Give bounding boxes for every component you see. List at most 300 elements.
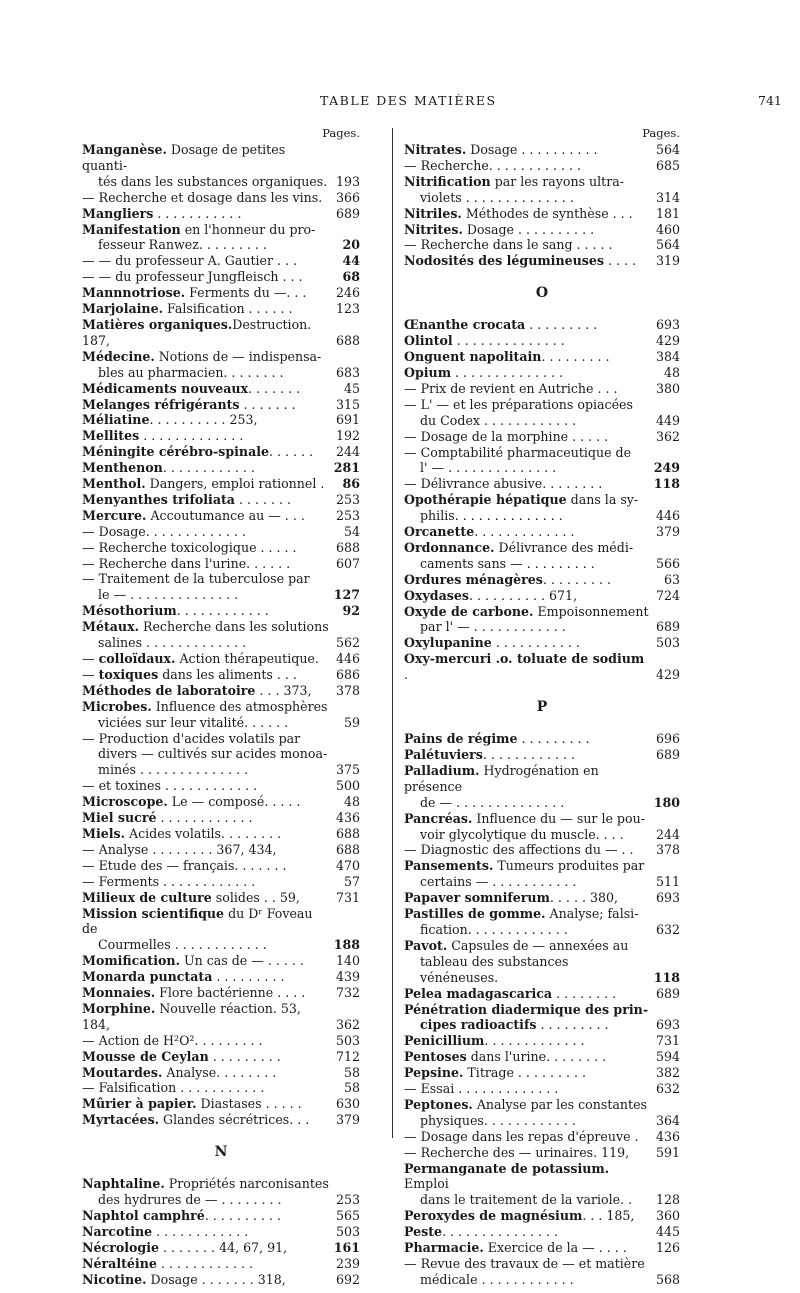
- entry-heading: Oxydases: [404, 587, 469, 603]
- entry-text: [82, 1272, 332, 1288]
- entry-description: . . . 185,: [582, 1208, 635, 1224]
- entry-text: [82, 1208, 332, 1224]
- entry-heading: Menyanthes trifoliata: [82, 491, 235, 507]
- entry-heading: Olintol: [404, 333, 453, 349]
- page-number: 58: [343, 1080, 360, 1096]
- page-number: 364: [655, 1112, 680, 1128]
- entry-leader: . . . . . . . . .: [536, 1017, 609, 1033]
- index-entry: [82, 269, 360, 285]
- entry-heading: Nécrologie: [82, 1239, 160, 1255]
- index-entry: [404, 906, 680, 922]
- entry-text: [82, 381, 332, 397]
- entry-text: [82, 349, 332, 365]
- entry-heading: Palladium.: [404, 762, 480, 778]
- entry-text: [82, 699, 332, 715]
- index-entry: [82, 285, 360, 301]
- entry-description: . . . . . . .: [239, 396, 296, 412]
- page-number: 693: [655, 890, 680, 906]
- entry-description: Dosage de petites quanti-: [82, 142, 286, 173]
- page-number: 118: [653, 969, 680, 985]
- entry-text: [404, 540, 652, 556]
- entry-heading: Manifestation: [82, 221, 181, 237]
- index-entry: [404, 604, 680, 620]
- index-entry: [82, 794, 360, 810]
- entry-text: [82, 1049, 332, 1065]
- entry-text: [404, 731, 652, 747]
- index-entry: [404, 890, 680, 906]
- index-entry: [82, 1096, 360, 1112]
- page-number: 607: [335, 555, 360, 571]
- entry-text: [82, 1256, 332, 1272]
- section-letter: P: [536, 699, 548, 716]
- entry-text: [404, 381, 652, 397]
- index-entry: [82, 142, 360, 174]
- entry-text: [82, 794, 332, 810]
- index-entry: [404, 365, 680, 381]
- entry-description: Dosage . . . . . . . 318,: [146, 1271, 286, 1287]
- page-number: 360: [655, 1208, 680, 1224]
- entry-text: [404, 1097, 652, 1113]
- index-entry: [404, 795, 680, 811]
- entry-description: — Recherche des — urinaires. 119,: [404, 1144, 630, 1160]
- entry-heading: Penicillium: [404, 1033, 485, 1049]
- entry-description: — Diagnostic des affections du — . .: [404, 842, 634, 858]
- index-entry: [82, 301, 360, 317]
- index-entry: [82, 619, 360, 635]
- running-header: [0, 93, 800, 113]
- entry-description: Exercice de la — . . . .: [483, 1240, 627, 1256]
- entry-text: [404, 1065, 652, 1081]
- entry-text: [82, 540, 332, 556]
- entry-text: [82, 492, 332, 508]
- entry-text: [420, 1272, 652, 1288]
- page-number: 630: [335, 1096, 360, 1112]
- entry-heading: toxiques: [98, 666, 159, 682]
- entry-description: par les rayons ultra-: [490, 173, 625, 189]
- entry-text: [404, 365, 652, 381]
- index-entry: [404, 1049, 680, 1065]
- entry-description: — Recherche dans le sang . . . . .: [404, 237, 613, 253]
- entry-description: Propriétés narconisantes: [164, 1176, 329, 1192]
- entry-description: Analyse; falsi-: [545, 906, 639, 922]
- index-entry: [404, 1145, 680, 1161]
- entry-heading: Milieux de culture: [82, 889, 212, 905]
- page-number: 688: [335, 332, 360, 348]
- entry-text: [82, 953, 332, 969]
- index-entry: [82, 778, 360, 794]
- index-entry: [404, 556, 680, 572]
- entry-text: [98, 365, 332, 381]
- entry-description: Flore bactérienne . . . .: [155, 985, 306, 1001]
- entry-text: [82, 1112, 332, 1128]
- entry-text: [404, 476, 650, 492]
- entry-description: — Recherche. . . . . . . . . . . .: [404, 157, 581, 173]
- index-entry: [404, 253, 680, 269]
- entry-description: — Falsification . . . . . . . . . . .: [82, 1080, 265, 1096]
- entry-text: [82, 874, 332, 890]
- index-entry: [404, 540, 680, 556]
- entry-text: [404, 1081, 652, 1097]
- index-entry: [404, 190, 680, 206]
- entry-heading: Ordonnance.: [404, 539, 495, 555]
- entry-heading: Pepsine.: [404, 1065, 464, 1081]
- page-number: 511: [655, 874, 680, 890]
- entry-text: [404, 1145, 652, 1161]
- page-number: 378: [335, 682, 360, 698]
- index-entry: [82, 1176, 360, 1192]
- page-number: 126: [655, 1240, 680, 1256]
- index-entry: [404, 237, 680, 253]
- page-number: 127: [333, 587, 360, 603]
- page-number: 689: [655, 985, 680, 1001]
- index-entry: [82, 428, 360, 444]
- entry-heading: Opothérapie hépatique: [404, 492, 567, 508]
- page-number: 470: [335, 857, 360, 873]
- entry-description: . . . . . . . . .: [542, 571, 611, 587]
- entry-text: [404, 747, 652, 763]
- entry-heading: Onguent napolitain: [404, 349, 542, 365]
- index-entry: [82, 1208, 360, 1224]
- index-entry: [404, 1161, 680, 1193]
- entry-text: [404, 492, 652, 508]
- entry-description: — — du professeur Jungfleisch . . .: [82, 269, 303, 285]
- entry-description: Titrage . . . . . . . . .: [463, 1065, 586, 1081]
- entry-description: Méthodes de synthèse . . .: [461, 205, 633, 221]
- page-number: 244: [335, 444, 360, 460]
- entry-text: [82, 524, 332, 540]
- page-number: 446: [335, 651, 360, 666]
- page-number: 180: [653, 794, 680, 810]
- entry-description: . . . . . . . . .: [541, 349, 610, 365]
- entry-heading: Médecine.: [82, 348, 155, 364]
- entry-text: [404, 763, 652, 795]
- entry-heading: Pancréas.: [404, 810, 473, 826]
- entry-text: [82, 301, 332, 317]
- index-entry: [404, 572, 680, 588]
- entry-description: . . . . . . . . . . . . . .: [452, 333, 565, 349]
- entry-description: . . . . . . . .: [552, 985, 617, 1001]
- page-number: 54: [343, 523, 360, 539]
- page-number: 712: [335, 1048, 360, 1064]
- page-number: 503: [335, 1223, 360, 1239]
- entry-description: Accoutumance au — . . .: [146, 507, 305, 523]
- page-number: 562: [335, 635, 360, 651]
- entry-heading: Pentoses: [404, 1049, 467, 1065]
- entry-description: Dosage . . . . . . . . . .: [466, 142, 598, 157]
- entry-description: tés dans les substances organiques.: [98, 173, 328, 189]
- entry-heading: Marjolaine.: [82, 301, 163, 317]
- entry-heading: Nitrification: [404, 173, 491, 189]
- entry-text: [420, 556, 652, 572]
- entry-text: [404, 1256, 652, 1272]
- entry-text: [404, 1240, 652, 1256]
- entry-description: . . . . . . . . . . . . .: [139, 428, 244, 444]
- page-number: 689: [655, 619, 680, 635]
- page-number: 594: [655, 1049, 680, 1065]
- entry-heading: Oxy-mercuri .o. toluate de sodium: [404, 651, 645, 667]
- entry-heading: Peste: [404, 1224, 443, 1240]
- page-number: 688: [335, 841, 360, 857]
- entry-text: [404, 1002, 652, 1018]
- entry-description: Destruction. 187,: [82, 316, 312, 348]
- entry-heading: Melanges réfrigérants: [82, 396, 240, 412]
- entry-description: Dangers, emploi rationnel .: [145, 476, 325, 492]
- page-number: 683: [335, 364, 360, 380]
- index-entry: [82, 603, 360, 619]
- entry-text: [404, 174, 652, 190]
- entry-description: du Codex . . . . . . . . . . . .: [420, 412, 577, 428]
- entry-heading: Pains de régime: [404, 731, 518, 747]
- entry-prefix: —: [82, 651, 99, 666]
- index-entry: [82, 858, 360, 874]
- entry-description: Courmelles . . . . . . . . . . . .: [98, 937, 267, 953]
- entry-text: [404, 1033, 652, 1049]
- entry-text: [82, 1001, 332, 1033]
- entry-text: [82, 603, 332, 619]
- entry-description: . . . . . . . . .: [212, 969, 285, 985]
- section-letter: N: [214, 1144, 228, 1161]
- entry-description: .: [404, 667, 409, 683]
- index-entry: [404, 731, 680, 747]
- index-entry: [404, 206, 680, 222]
- index-entry: [404, 222, 680, 238]
- entry-description: . . . . . . . . . . 253,: [149, 412, 258, 428]
- page-number: 188: [333, 937, 360, 953]
- index-column-right: [404, 126, 680, 1288]
- entry-text: [82, 651, 332, 667]
- index-entry: [82, 1256, 360, 1272]
- index-entry: [82, 937, 360, 953]
- entry-description: — Traitement de la tuberculose par: [82, 571, 310, 587]
- page-number: 460: [655, 221, 680, 237]
- entry-description: physiques. . . . . . . . . . . .: [420, 1112, 576, 1128]
- entry-text: [404, 906, 652, 922]
- entry-text: [404, 349, 652, 365]
- index-entry: [82, 651, 360, 667]
- entry-heading: Monnaies.: [82, 985, 156, 1001]
- pages-label: Pages.: [322, 126, 360, 140]
- index-entry: [404, 492, 680, 508]
- entry-description: l' — . . . . . . . . . . . . . .: [420, 460, 557, 476]
- entry-description: . . . . . . . . . . . .: [156, 810, 253, 826]
- page-number: 732: [335, 985, 360, 1001]
- index-entry: [404, 158, 680, 174]
- index-entry: [404, 1113, 680, 1129]
- page-number: 688: [335, 539, 360, 555]
- entry-description: Emploi: [404, 1176, 449, 1192]
- entry-text: [420, 619, 652, 635]
- entry-description: . . . . . . . . . . . . .: [474, 524, 575, 540]
- index-entry: [82, 667, 360, 683]
- entry-text: [404, 222, 652, 238]
- index-entry: [404, 811, 680, 827]
- entry-text: [420, 1017, 652, 1033]
- index-entry: [82, 699, 360, 715]
- index-entry: [404, 763, 680, 795]
- entry-text: [82, 222, 332, 238]
- entry-text: [82, 1224, 332, 1240]
- page-number: 58: [343, 1064, 360, 1080]
- index-entry: [404, 349, 680, 365]
- entry-description: fesseur Ranwez. . . . . . . . .: [98, 237, 267, 253]
- index-entry: [404, 1256, 680, 1272]
- entry-text: [404, 635, 652, 651]
- entry-text: [82, 667, 332, 683]
- entry-heading: Permanganate de potassium.: [404, 1160, 610, 1176]
- entry-description: . . . . . . . . . . 671,: [468, 587, 578, 603]
- entry-description: . . . . . . . . .: [517, 731, 590, 747]
- index-entry: [82, 397, 360, 413]
- entry-heading: Peptones.: [404, 1096, 473, 1112]
- entry-description: des hydrures de — . . . . . . . .: [98, 1192, 282, 1208]
- entry-description: . . . . . . . . . . . .: [156, 1255, 253, 1271]
- index-entry: [82, 842, 360, 858]
- index-entry: [82, 540, 360, 556]
- entry-text: [82, 253, 332, 269]
- index-column-left: [82, 126, 360, 1288]
- entry-text: [404, 986, 652, 1002]
- entry-description: par l' — . . . . . . . . . . . .: [420, 619, 566, 635]
- entry-description: tableau des substances vénéneuses.: [420, 953, 569, 985]
- entry-heading: Pénétration diadermique des prin-: [404, 1001, 649, 1017]
- page-number: 315: [335, 396, 360, 412]
- page-number: 436: [655, 1128, 680, 1144]
- page-number: 63: [663, 571, 680, 587]
- entry-text: [82, 1176, 332, 1192]
- entry-heading: Manganèse.: [82, 142, 167, 157]
- entry-description: certains — . . . . . . . . . . .: [420, 874, 577, 890]
- entry-description: Tumeurs produites par: [493, 858, 645, 874]
- index-entry: [404, 476, 680, 492]
- entry-text: [82, 619, 332, 635]
- entry-description: de — . . . . . . . . . . . . . .: [420, 794, 565, 810]
- entry-text: [404, 397, 652, 413]
- entry-description: cipes radioactifs: [420, 1017, 537, 1033]
- entry-description: . . . . . . . . . .: [204, 1208, 281, 1223]
- entry-description: fication. . . . . . . . . . . . .: [420, 921, 568, 937]
- entry-description: — Production d'acides volatils par: [82, 730, 301, 746]
- entry-text: [420, 954, 650, 986]
- page-number: 688: [335, 825, 360, 841]
- index-entry: [82, 524, 360, 540]
- entry-text: [82, 1033, 332, 1049]
- entry-heading: Nodosités des légumineuses: [404, 253, 604, 269]
- page-number: 181: [655, 205, 680, 221]
- page-number: 123: [335, 301, 360, 317]
- entry-description: le — . . . . . . . . . . . . . .: [98, 587, 239, 603]
- entry-description: Hydrogénation en présence: [404, 762, 599, 794]
- index-entry: [82, 635, 360, 651]
- entry-heading: Papaver somniferum: [404, 890, 550, 906]
- entry-description: minés . . . . . . . . . . . . . .: [98, 762, 249, 778]
- entry-text: [404, 572, 652, 588]
- entry-text: [98, 715, 332, 731]
- page-number: 246: [335, 285, 360, 301]
- page-number: 118: [653, 476, 680, 492]
- index-entry: [404, 1081, 680, 1097]
- entry-description: Le — composé. . . . .: [167, 794, 301, 810]
- page-number: 382: [655, 1065, 680, 1081]
- entry-text: [82, 731, 332, 747]
- entry-text: [404, 429, 652, 445]
- page-number: 362: [335, 1016, 360, 1032]
- entry-text: [404, 317, 652, 333]
- entry-text: [98, 1192, 332, 1208]
- entry-description: Notions de — indispensa-: [154, 348, 322, 364]
- index-entry: [404, 1002, 680, 1018]
- entry-description: solides . . 59,: [211, 889, 300, 905]
- entry-text: [82, 1065, 332, 1081]
- page-number: 253: [335, 507, 360, 523]
- entry-text: [404, 237, 652, 253]
- page-number: 685: [655, 157, 680, 173]
- entry-description: Analyse par les constantes: [472, 1096, 647, 1112]
- entry-text: [420, 508, 652, 524]
- entry-description: . . . . . . . . . . .: [153, 205, 242, 221]
- index-entry: [404, 1065, 680, 1081]
- index-entry: [82, 683, 360, 699]
- entry-text: [82, 858, 332, 874]
- entry-text: [404, 1224, 652, 1240]
- entry-description: . . . . . . . . .: [208, 1048, 281, 1064]
- index-entry: [404, 1272, 680, 1288]
- entry-text: [98, 174, 332, 190]
- index-entry: [82, 810, 360, 826]
- index-entry: [404, 858, 680, 874]
- index-entry: [82, 1112, 360, 1128]
- entry-description: Dosage . . . . . . . . . .: [462, 221, 595, 237]
- entry-description: . . . . . . . . . . .: [491, 635, 580, 651]
- entry-description: . . . 373,: [255, 682, 312, 698]
- entry-description: bles au pharmacien. . . . . . . .: [98, 364, 284, 380]
- index-entry: [404, 1192, 680, 1208]
- entry-text: [420, 795, 650, 811]
- entry-description: dans le traitement de la variole. .: [420, 1192, 633, 1208]
- index-entry: [404, 174, 680, 190]
- page-number: 161: [333, 1239, 360, 1255]
- entry-description: Capsules de — annexées au: [447, 937, 629, 953]
- entry-heading: Orcanette: [404, 524, 475, 540]
- index-entry: [82, 1001, 360, 1033]
- entry-description: — Recherche toxicologique . . . . .: [82, 539, 297, 555]
- entry-description: — — du professeur A. Gautier . . .: [82, 253, 298, 269]
- entry-heading: Palétuviers: [404, 747, 483, 762]
- entry-description: . . . . . . . 44, 67, 91,: [159, 1239, 288, 1255]
- entry-heading: Myrtacées.: [82, 1112, 160, 1128]
- entry-heading: Microscope.: [82, 794, 168, 810]
- index-entry: [404, 508, 680, 524]
- entry-text: [82, 476, 332, 492]
- entry-description: — Recherche dans l'urine. . . . . .: [82, 555, 291, 571]
- entry-description: Falsification . . . . . .: [162, 301, 293, 317]
- page-number: 44: [342, 253, 360, 269]
- entry-text: [404, 842, 652, 858]
- page-number: 48: [343, 794, 360, 810]
- entry-text: [82, 1080, 332, 1096]
- entry-description: dans la sy-: [566, 492, 639, 508]
- entry-description: Recherche dans les solutions: [138, 619, 329, 635]
- index-entry: [404, 333, 680, 349]
- page-number: 436: [335, 810, 360, 826]
- index-entry: [404, 381, 680, 397]
- entry-description: médicale . . . . . . . . . . . .: [420, 1271, 574, 1287]
- entry-heading: Momification.: [82, 953, 180, 969]
- entry-description: . . . . . . . . . . . . . . .: [442, 1224, 559, 1240]
- page-number: 693: [655, 317, 680, 333]
- page-number: 281: [333, 460, 360, 476]
- entry-text: [404, 333, 652, 349]
- entry-description: Nouvelle réaction. 53, 184,: [82, 1000, 301, 1032]
